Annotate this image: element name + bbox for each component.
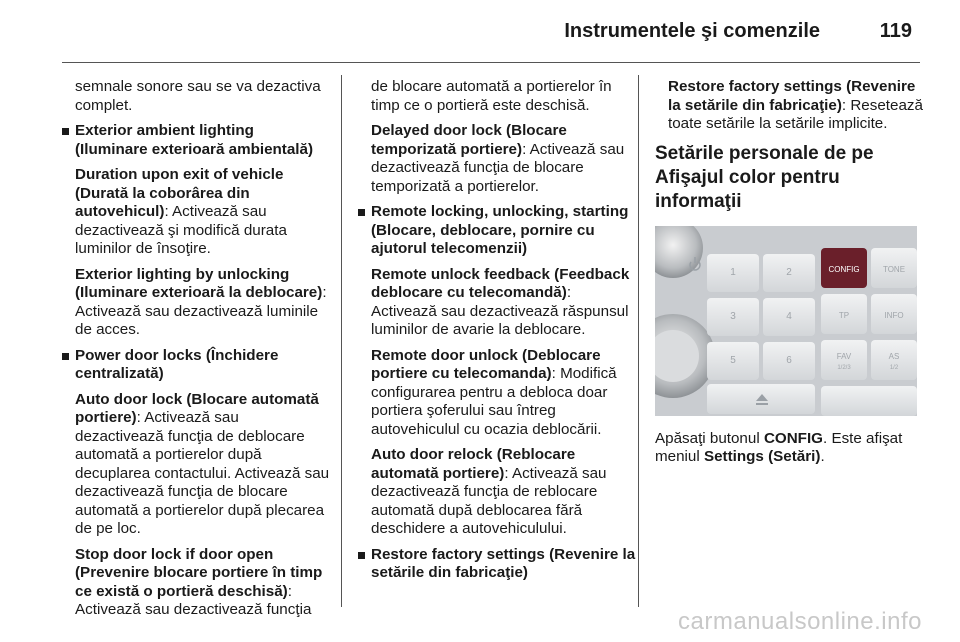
setting-text: : Resetează toate setările la setările implicite. <box>668 96 923 132</box>
column-1 <box>62 78 330 627</box>
setting-description <box>358 266 636 340</box>
header-divider <box>62 62 920 63</box>
key-label: 6 <box>786 354 792 366</box>
setting-description <box>62 391 330 539</box>
bottom-right-button <box>821 386 917 416</box>
bullet-item <box>62 347 330 384</box>
key-label: 4 <box>786 310 792 322</box>
bullet-heading: Restore factory settings (Revenire la setările din fabricaţie) <box>371 545 636 581</box>
setting-description <box>62 546 330 620</box>
key-label: 5 <box>730 354 736 366</box>
setting-text: : Activează sau dezactivează funcţia de reblocare automată după deblocarea fără deschidere a autovehiculului. <box>371 464 607 537</box>
tp-button-label: TP <box>838 310 850 320</box>
caption-text: . Este afişat meniul <box>655 429 903 465</box>
page-header-title: Instrumentele şi comenzile <box>564 20 820 42</box>
setting-text: : Activează sau dezactivează şi modifică durata luminilor de însoţire. <box>75 203 287 257</box>
column-divider-2 <box>638 75 639 607</box>
setting-description <box>358 446 636 539</box>
caption-text: . <box>820 448 825 465</box>
setting-name: Stop door lock if door open (Prevenire blocare portiere în timp ce există o portieră deschisă) <box>75 545 323 600</box>
setting-name: Remote unlock feedback (Feedback deblocare cu telecomandă) <box>371 265 630 301</box>
bullet-heading: Exterior ambient lighting (Iluminare exterioară ambientală) <box>75 122 314 158</box>
config-button-label: CONFIG <box>828 264 860 274</box>
settings-menu-reference: Settings (Setări) <box>703 448 821 465</box>
fav-button-sublabel: 1/2/3 <box>837 364 851 371</box>
bullet-square-icon <box>358 209 365 216</box>
bullet-item <box>62 122 330 159</box>
setting-description <box>62 266 330 340</box>
bullet-item <box>358 546 636 583</box>
bullet-item <box>358 203 636 259</box>
setting-description <box>655 78 925 134</box>
setting-description <box>62 166 330 259</box>
section-heading: Setările personale de pe Afişajul color pentru informaţii <box>655 142 874 212</box>
setting-text: : Activează sau dezactivează funcţia de deblocare automată a portierelor după decuplarea contactului. Activează sau dezactivează funcţia de blocare automată a portierelor după plecarea de pe loc. <box>75 409 330 537</box>
bullet-heading: Remote locking, unlocking, starting (Blocare, deblocare, pornire cu ajutorul telecomenzii) <box>371 203 629 257</box>
fav-button-label: FAV <box>836 351 852 361</box>
setting-text: : Activează sau dezactivează funcţia <box>75 582 312 618</box>
bullet-square-icon <box>62 128 69 135</box>
paragraph: de blocare automată a portierelor în timp ce o portieră este deschisă. <box>371 78 612 114</box>
as-button-sublabel: 1/2 <box>889 364 899 371</box>
setting-name: Auto door lock (Blocare automată portiere) <box>75 390 319 426</box>
setting-text: : Modifică configurarea pentru a debloca doar portiera şoferului sau întreg autovehiculul cu ocazia deblocării. <box>371 365 617 438</box>
setting-name: Exterior lighting by unlocking (Iluminare exterioară la deblocare) <box>75 265 323 301</box>
setting-name: Remote door unlock (Deblocare portiere cu telecomanda) <box>371 346 601 382</box>
control-panel-photo <box>655 226 917 416</box>
caption <box>655 430 925 467</box>
info-button-label: INFO <box>884 310 904 320</box>
tone-button-label: TONE <box>882 264 906 274</box>
caption-text: Apăsaţi butonul <box>655 429 764 447</box>
setting-description <box>358 122 636 196</box>
bullet-square-icon <box>62 353 69 360</box>
bullet-heading: Power door locks (Închidere centralizată) <box>75 346 279 382</box>
config-button-reference: CONFIG <box>763 429 823 447</box>
setting-name: Duration upon exit of vehicle (Durată la coborârea din autovehicul) <box>75 166 284 220</box>
setting-text: : Activează sau dezactivează funcţia de blocare temporizată a portierelor. <box>371 140 625 195</box>
bullet-square-icon <box>358 552 365 559</box>
setting-name: Delayed door lock (Blocare temporizată portiere) <box>371 122 567 158</box>
as-button-label: AS <box>888 351 900 361</box>
watermark: carmanualsonline.info <box>678 608 922 635</box>
column-2 <box>358 78 636 590</box>
setting-text: : Activează sau dezactivează răspunsul luminilor de avarie la deblocare. <box>371 284 629 338</box>
setting-name: Restore factory settings (Revenire la setările din fabricaţie) <box>668 78 916 114</box>
setting-text: : Activează sau dezactivează luminile de acces. <box>75 284 327 338</box>
key-label: 3 <box>730 310 736 322</box>
setting-name: Auto door relock (Reblocare automată portiere) <box>371 446 576 482</box>
key-label: 1 <box>730 266 736 278</box>
paragraph: semnale sonore sau se va dezactiva complet. <box>75 78 321 114</box>
control-panel-illustration <box>655 226 917 416</box>
page-number: 119 <box>879 20 912 42</box>
column-3 <box>655 78 925 474</box>
key-label: 2 <box>786 266 792 278</box>
column-divider-1 <box>341 75 342 607</box>
setting-description <box>358 347 636 440</box>
